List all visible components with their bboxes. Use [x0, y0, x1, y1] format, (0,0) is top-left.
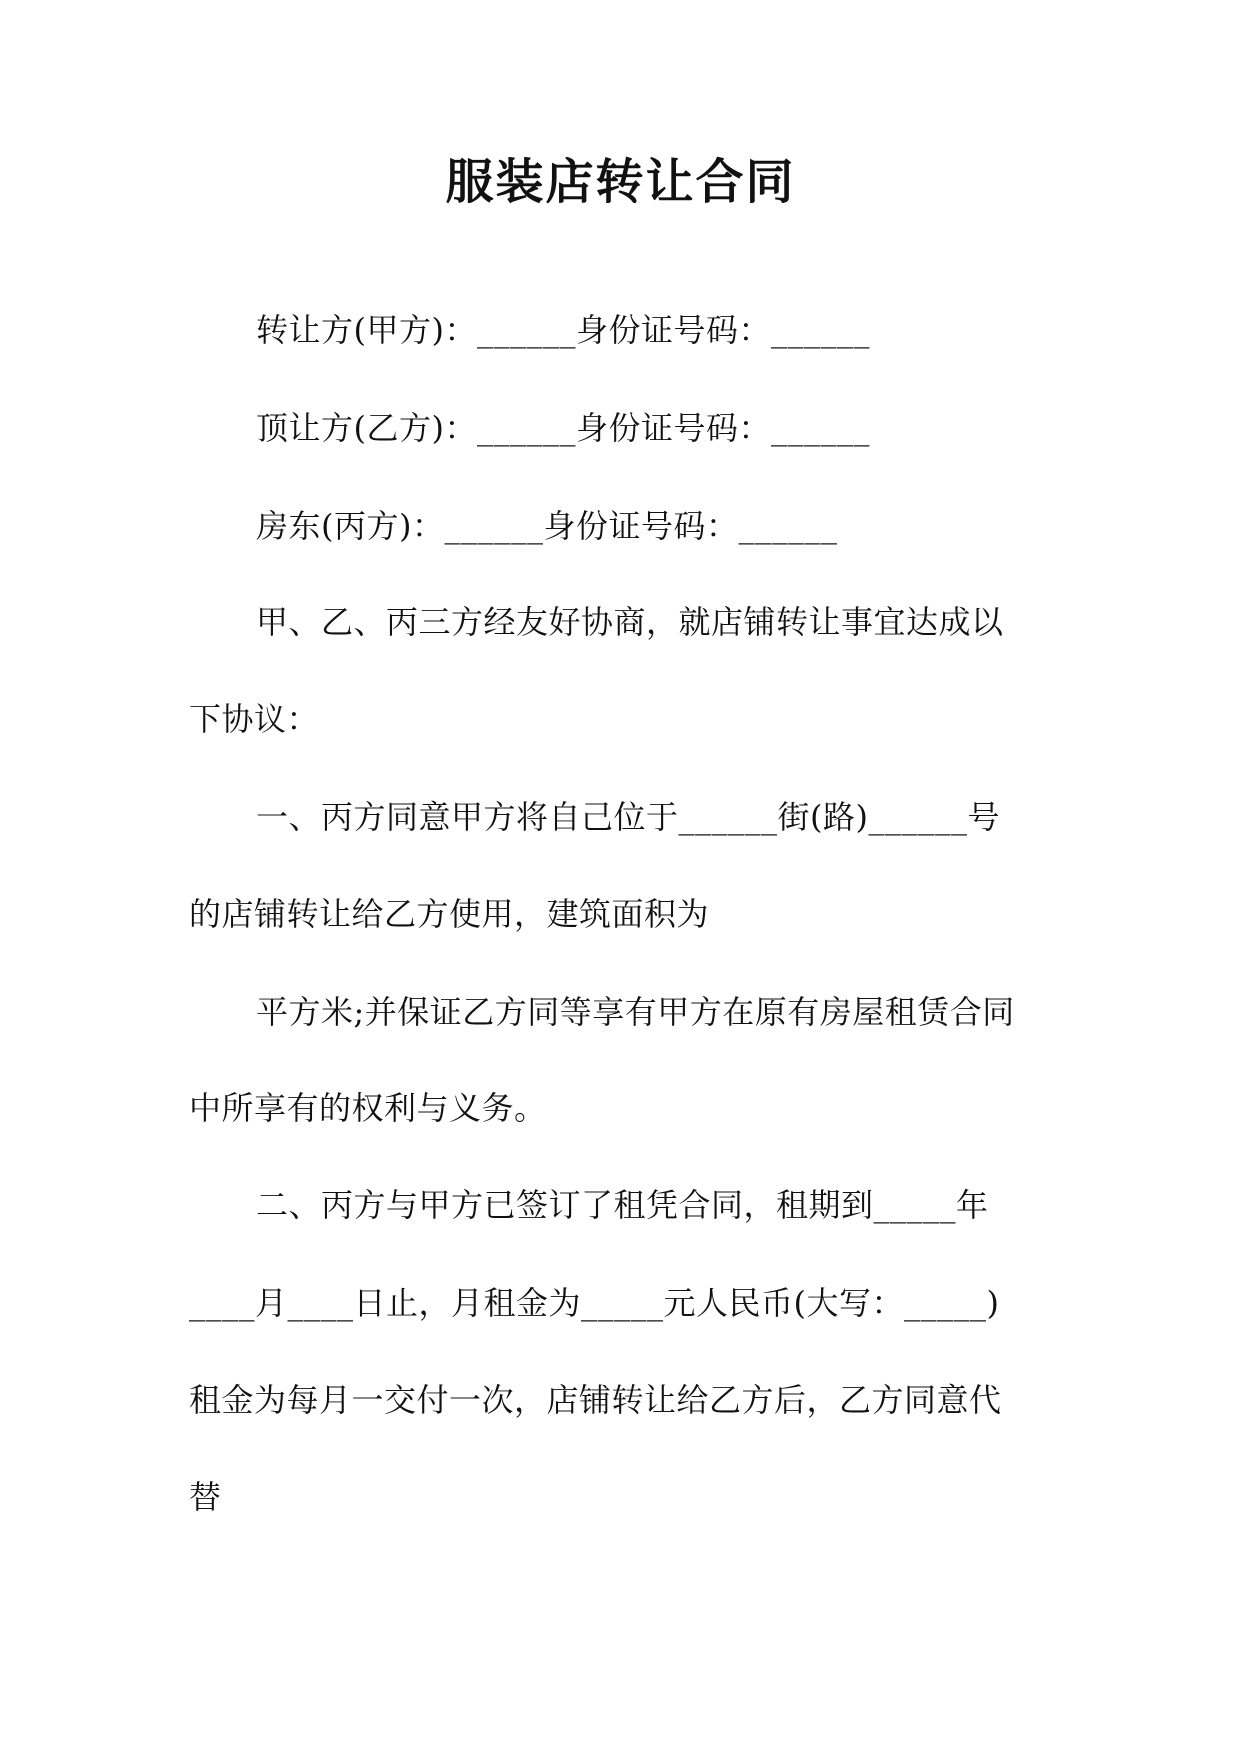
party-c-line: 房东(丙方)：______身份证号码：______ — [256, 507, 838, 545]
party-b-line: 顶让方(乙方)：______身份证号码：______ — [256, 409, 870, 447]
clause-one-line-3: 平方米;并保证乙方同等享有甲方在原有房屋租赁合同 — [256, 993, 1015, 1031]
clause-two-line-2: ____月____日止，月租金为_____元人民币(大写：_____) — [189, 1284, 1000, 1322]
clause-two-line-3: 租金为每月一交付一次，店铺转让给乙方后，乙方同意代 — [189, 1381, 1002, 1419]
document-title: 服装店转让合同 — [445, 154, 796, 210]
party-a-line: 转让方(甲方)：______身份证号码：______ — [256, 311, 870, 349]
clause-two-line-4: 替 — [189, 1478, 222, 1516]
agreement-intro-line-1: 甲、乙、丙三方经友好协商，就店铺转让事宜达成以 — [256, 603, 1004, 641]
agreement-intro-line-2: 下协议： — [189, 700, 320, 738]
clause-one-line-4: 中所享有的权利与义务。 — [189, 1089, 547, 1127]
clause-one-line-2: 的店铺转让给乙方使用，建筑面积为 — [189, 895, 710, 933]
clause-one-line-1: 一、丙方同意甲方将自己位于______街(路)______号 — [256, 798, 1000, 836]
clause-two-line-1: 二、丙方与甲方已签订了租凭合同，租期到_____年 — [256, 1186, 989, 1224]
